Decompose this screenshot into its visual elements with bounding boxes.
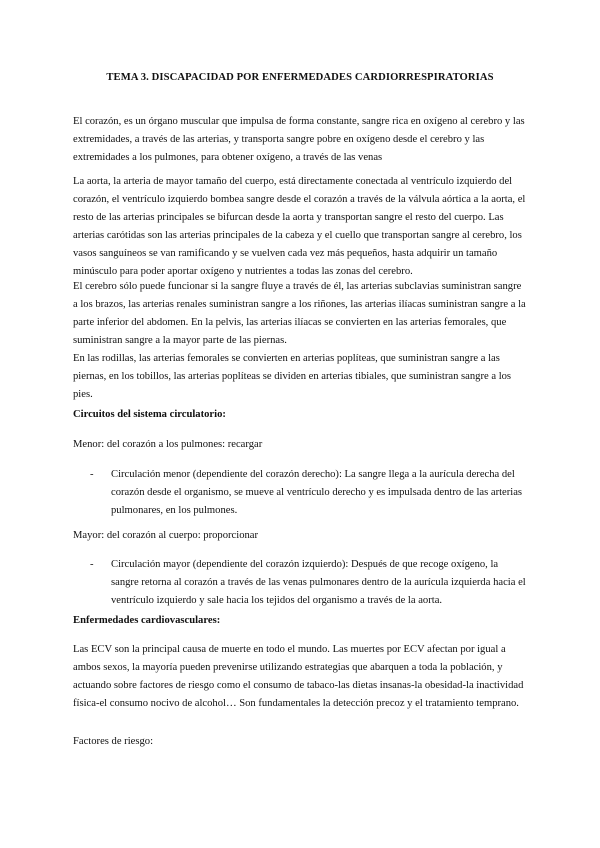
bullet-dash: - [90,469,94,480]
paragraph-ecv: Las ECV son la principal causa de muerte en todo el mundo. Las muertes por ECV afectan por igual a ambos sexos, la mayoría pueden prevenirse utilizando estrategias que abarquen a toda la población, y actuando sobre factores de riesgo como el consumo de tabaco-las dietas insanas-la obesidad-la inactividad física-el consumo nocivo de alcohol… Son fundamentales la detección precoz y el tratamiento temprano. [73,644,524,709]
section-heading-circuits: Circuitos del sistema circulatorio: [73,409,226,420]
paragraph-heart: El corazón, es un órgano muscular que impulsa de forma constante, sangre rica en oxígeno al cerebro y las extremidades, a través de las arterias, y transporta sangre pobre en oxígeno desde el cerebro y las extremidades a los pulmones, para obtener oxígeno, a través de las venas [73,116,525,163]
minor-circuit-line: Menor: del corazón a los pulmones: recargar [73,439,263,450]
bullet-dash: - [90,559,94,570]
paragraph-knees: En las rodillas, las arterias femorales se convierten en arterias poplíteas, que suministran sangre a las piernas, en los tobillos, las arterias poplíteas se dividen en arterias tibiales, que suministran sangre a los pies. [73,353,512,400]
major-circuit-line: Mayor: del corazón al cuerpo: proporcionar [73,530,259,541]
list-item-text: Circulación mayor (dependiente del corazón izquierdo): Después de que recoge oxígeno, la sangre retorna al corazón a través de las venas pulmonares dentro de la aurícula izquierda hacia el ventrículo izquierdo y sale hacia los tejidos del organismo a través de la aorta. [111,559,526,606]
paragraph-brain-arteries: El cerebro sólo puede funcionar si la sangre fluye a través de él, las arterias subclavias suministran sangre a los brazos, las arterias renales suministran sangre a los riñones, las arterias ilíacas suministran sangre a la parte inferior del abdomen. En la pelvis, las arterias ilíacas se convierten en las arterias femorales, que suministran sangre a la mayor parte de las piernas. [73,281,526,346]
risk-factors-line: Factores de riesgo: [73,736,154,747]
list-item-text: Circulación menor (dependiente del corazón derecho): La sangre llega a la aurícula derecha del corazón desde el organismo, se mueve al ventrículo derecho y es impulsada dentro de las arterias pulmonares, en los pulmones. [111,469,523,516]
section-heading-cardiovascular: Enfermedades cardiovasculares: [73,615,221,626]
document-title: TEMA 3. DISCAPACIDAD POR ENFERMEDADES CARDIORRESPIRATORIAS [106,72,494,83]
paragraph-aorta: La aorta, la arteria de mayor tamaño del cuerpo, está directamente conectada al ventrículo izquierdo del corazón, el ventrículo izquierdo bombea sangre desde el corazón a través de la válvula aórtica a la aorta, el resto de las arterias principales se bifurcan desde la aorta y transportan sangre el resto del cuerpo. Las arterias carótidas son las arterias principales de la cabeza y el cuello que transportan sangre al cerebro, los vasos sanguíneos se van ramificando y se vuelven cada vez más pequeños, hasta adquirir un tamaño minúsculo para poder aportar oxígeno y nutrientes a todas las zonas del cerebro. [73,176,526,277]
